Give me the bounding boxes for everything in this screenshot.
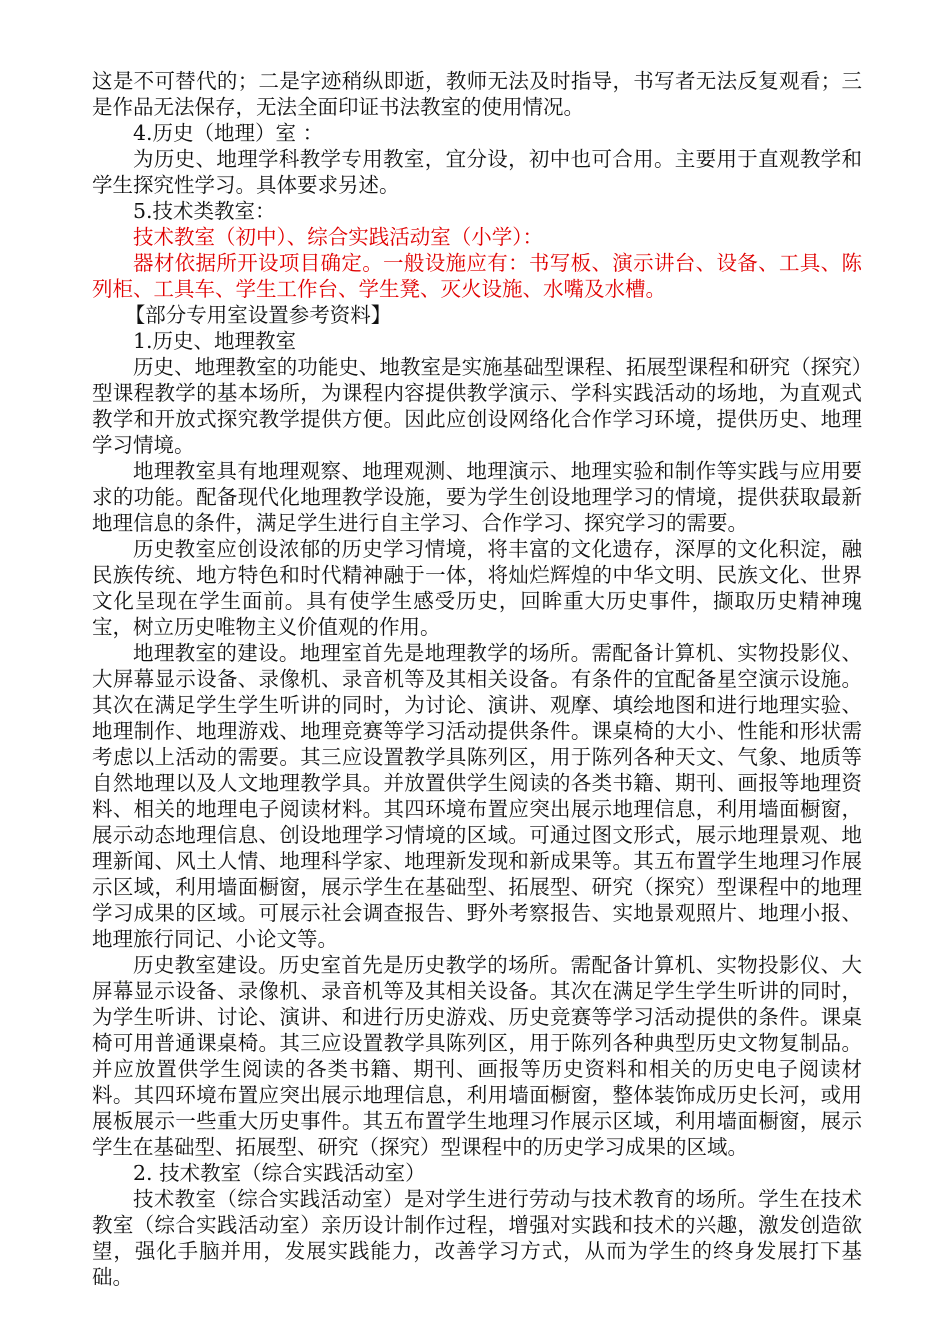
paragraph-history-geography-room: 为历史、地理学科教学专用教室，宜分设，初中也可合用。主要用于直观教学和学生探究性学习。具体要求另述。 xyxy=(92,147,862,197)
paragraph-history-construction: 历史教室建设。历史室首先是历史教学的场所。需配备计算机、实物投影仪、大屏幕显示设备、录像机、录音机等及其相关设备。其次在满足学生学生听讲的同时，为学生听讲、讨论、演讲、和进行历史游戏、历史竞赛等学习活动提供的条件。课桌椅可用普通课桌椅。其三应设置教学具陈列区，用于陈列各种典型历史文物复制品。并应放置供学生阅读的各类书籍、期刊、画报等历史资料和相关的历史电子阅读材料。其四环境布置应突出展示地理信息，利用墙面橱窗，整体装饰成历史长河，或用展板展示一些重大历史事件。其五布置学生地理习作展示区域，利用墙面橱窗，展示学生在基础型、拓展型、研究（探究）型课程中的历史学习成果的区域。 xyxy=(92,953,862,1159)
paragraph-history-atmosphere: 历史教室应创设浓郁的历史学习情境，将丰富的文化遗存，深厚的文化积淀，融民族传统、地方特色和时代精神融于一体，将灿烂辉煌的中华文明、民族文化、世界文化呈现在学生面前。具有使学生感受历史，回眸重大历史事件，撷取历史精神瑰宝，树立历史唯物主义价值观的作用。 xyxy=(92,537,862,639)
document-page xyxy=(92,68,862,1290)
paragraph-continuation: 这是不可替代的；二是字迹稍纵即逝，教师无法及时指导，书写者无法反复观看；三是作品无法保存，无法全面印证书法教室的使用情况。 xyxy=(92,69,862,119)
heading-history-geography-classroom: 1.历史、地理教室 xyxy=(133,329,297,353)
paragraph-geography-construction: 地理教室的建设。地理室首先是地理教学的场所。需配备计算机、实物投影仪、大屏幕显示设备、录像机、录音机等及其相关设备。有条件的宜配备星空演示设施。其次在满足学生学生听讲的同时，为讨论、演讲、观摩、填绘地图和进行地理实验、地理制作、地理游戏、地理竞赛等学习活动提供条件。课桌椅的大小、性能和形状需考虑以上活动的需要。其三应设置教学具陈列区，用于陈列各种天文、气象、地质等自然地理以及人文地理教学具。并放置供学生阅读的各类书籍、期刊、画报等地理资料、相关的地理电子阅读材料。其四环境布置应突出展示地理信息，利用墙面橱窗，展示动态地理信息、创设地理学习情境的区域。可通过图文形式，展示地理景观、地理新闻、风土人情、地理科学家、地理新发现和新成果等。其五布置学生地理习作展示区域，利用墙面橱窗，展示学生在基础型、拓展型、研究（探究）型课程中的地理学习成果的区域。可展示社会调查报告、野外考察报告、实地景观照片、地理小报、地理旅行同记、小论文等。 xyxy=(92,641,862,951)
section-reference-materials: 【部分专用室设置参考资料】 xyxy=(124,303,392,327)
heading-technology-activity-room: 2. 技术教室（综合实践活动室） xyxy=(133,1161,426,1185)
heading-history-geography-room: 4.历史（地理）室 ： xyxy=(133,121,324,145)
paragraph-function: 历史、地理教室的功能史、地教室是实施基础型课程、拓展型课程和研究（探究）型课程教学的基本场所，为课程内容提供教学演示、学科实践活动的场地，为直观式教学和开放式探究教学提供方便。因此应创设网络化合作学习环境，提供历史、地理学习情境。 xyxy=(92,355,862,457)
paragraph-geography-function: 地理教室具有地理观察、地理观测、地理演示、地理实验和制作等实践与应用要求的功能。配备现代化地理教学设施，要为学生创设地理学习的情境，提供获取最新地理信息的条件，满足学生进行自主学习、合作学习、探究学习的需要。 xyxy=(92,459,862,535)
highlight-equipment-list: 器材依据所开设项目确定。一般设施应有：书写板、演示讲台、设备、工具、陈列柜、工具车、学生工作台、学生凳、灭火设施、水嘴及水槽。 xyxy=(92,251,862,301)
highlight-technology-classroom-title: 技术教室（初中）、综合实践活动室（小学）： xyxy=(133,225,543,249)
heading-technology-classroom: 5.技术类教室： xyxy=(133,199,276,223)
paragraph-technology-activity-room: 技术教室（综合实践活动室）是对学生进行劳动与技术教育的场所。学生在技术教室（综合实践活动室）亲历设计制作过程，增强对实践和技术的兴趣，激发创造欲望，强化手脑并用，发展实践能力，改善学习方式，从而为学生的终身发展打下基础。 xyxy=(92,1187,862,1289)
